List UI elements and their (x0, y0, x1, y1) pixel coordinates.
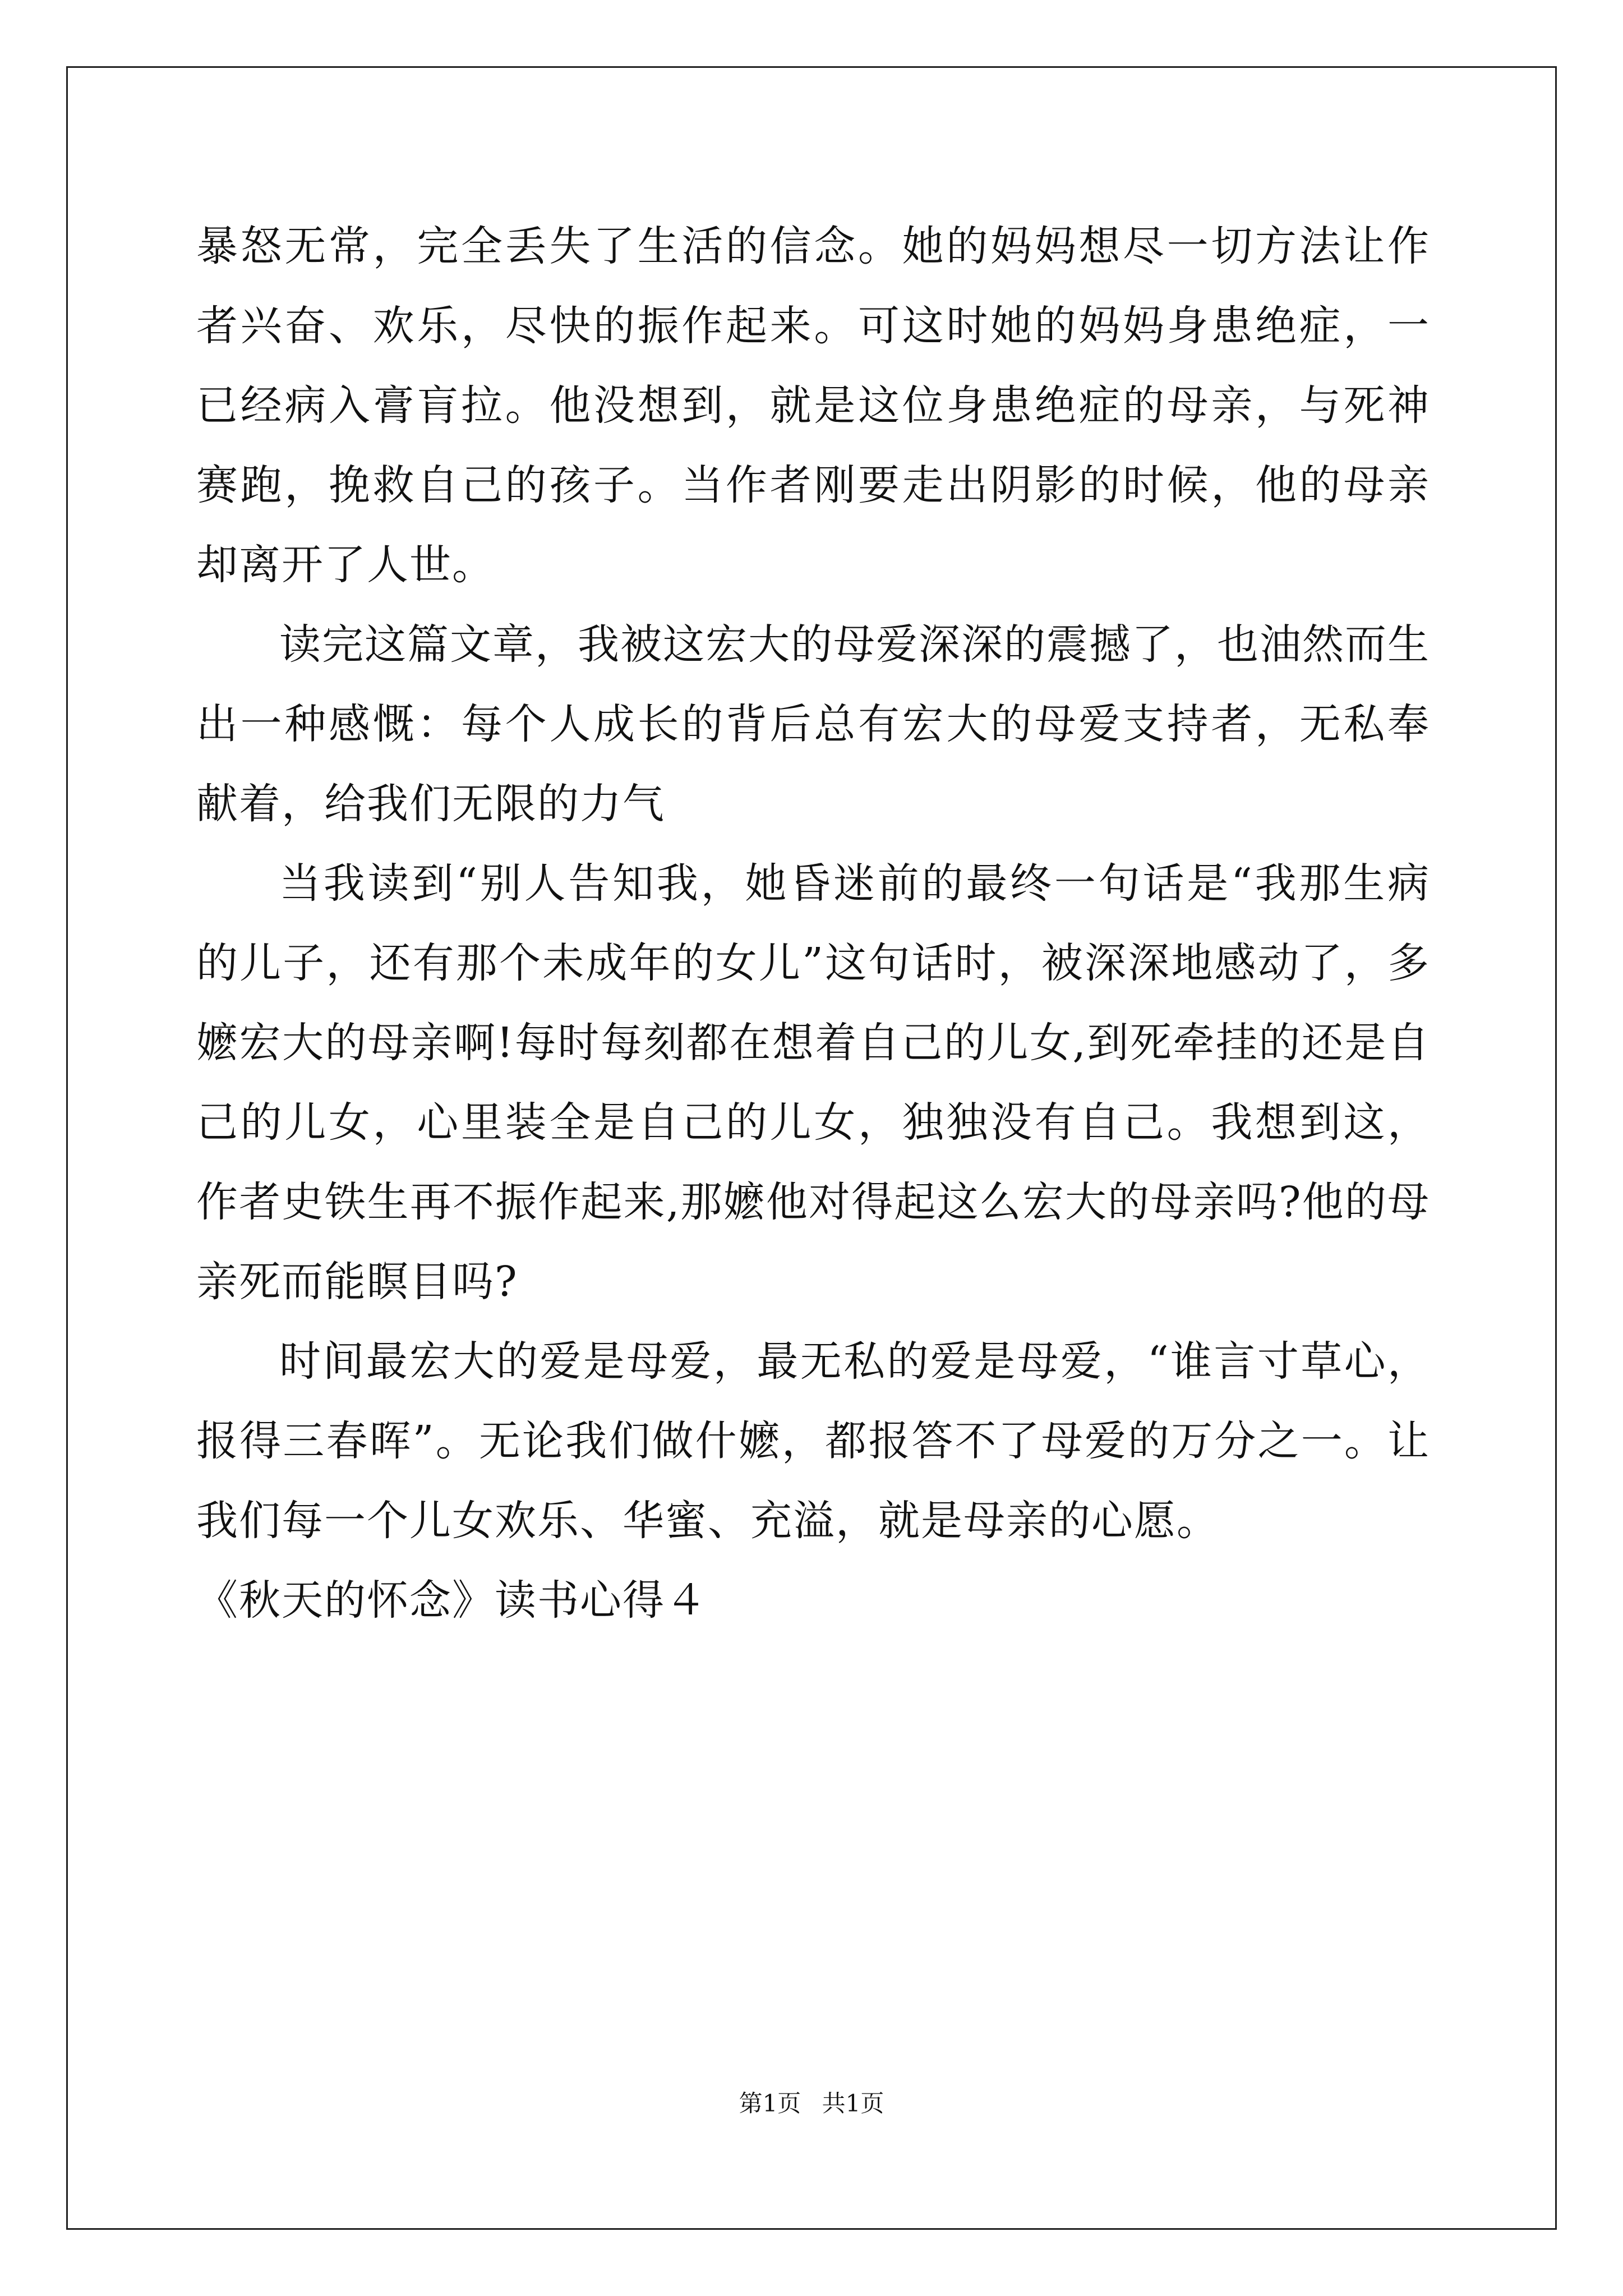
page-footer (0, 2087, 1623, 2120)
paragraph-4: 时间最宏大的爱是母爱，最无私的爱是母爱，“谁言寸草心，报得三春晖”。无论我们做什嬷，都报答不了母爱的万分之一。让我们每一个儿女欢乐、华蜜、充溢，就是母亲的心愿。 (196, 1337, 1430, 1545)
page-total: 共1页 (822, 2090, 884, 2117)
document-body (196, 206, 1430, 1640)
section-heading: 《秋天的怀念》读书心得４ (196, 1576, 708, 1625)
paragraph-3: 当我读到“别人告知我，她昏迷前的最终一句话是“我那生病的儿子，还有那个未成年的女儿”这句话时，被深深地感动了，多嬷宏大的母亲啊!每时每刻都在想着自己的儿女,到死牵挂的还是自己的儿女，心里装全是自己的儿女，独独没有自己。我想到这，作者史铁生再不振作起来,那嬷他对得起这么宏大的母亲吗?他的母亲死而能瞑目吗? (196, 859, 1430, 1306)
paragraph-2: 读完这篇文章，我被这宏大的母爱深深的震撼了，也油然而生出一种感慨：每个人成长的背后总有宏大的母爱支持者，无私奉献着，给我们无限的力气 (196, 620, 1430, 828)
page-number: 第1页 (739, 2090, 801, 2117)
paragraph-1: 暴怒无常，完全丢失了生活的信念。她的妈妈想尽一切方法让作者兴奋、欢乐，尽快的振作起来。可这时她的妈妈身患绝症，一已经病入膏肓拉。他没想到，就是这位身患绝症的母亲，与死神赛跑，挽救自己的孩子。当作者刚要走出阴影的时候，他的母亲却离开了人世。 (196, 222, 1430, 589)
